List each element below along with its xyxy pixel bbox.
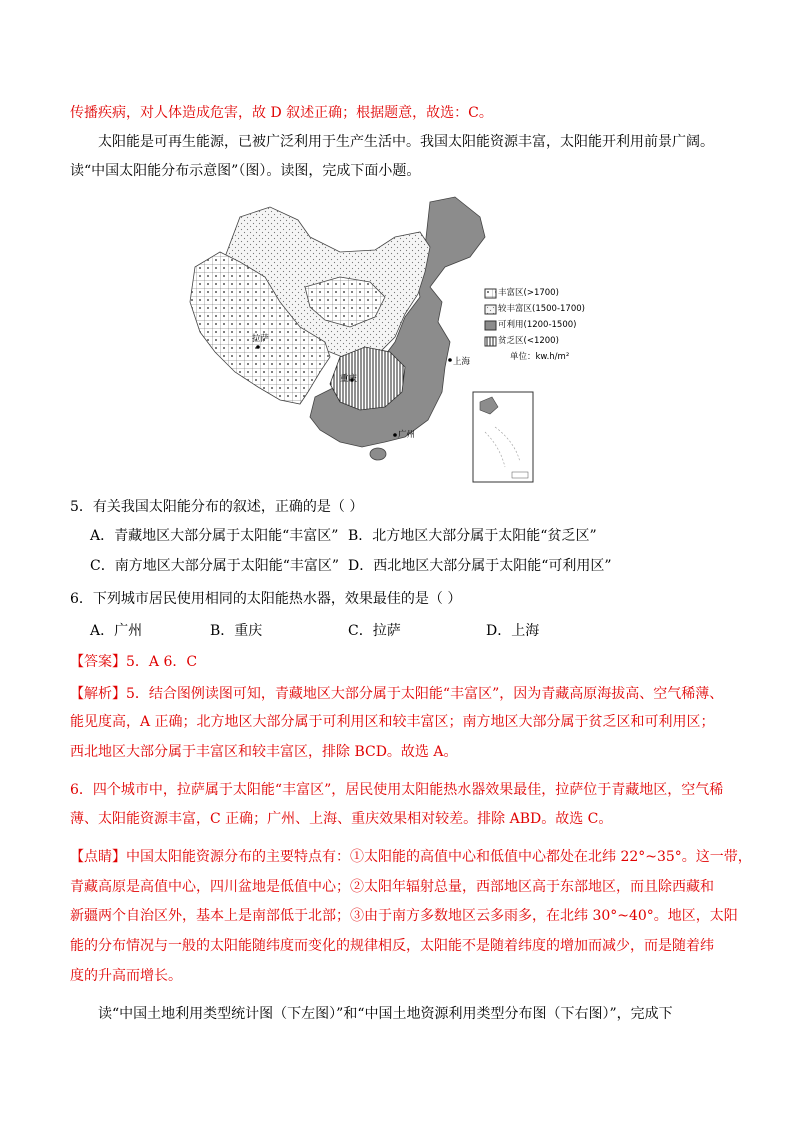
tip-line-2: 青藏高原是高值中心，四川盆地是低值中心；②太阳年辐射总量，西部地区高于东部地区，而且除西藏和: [70, 879, 714, 895]
tip-line-3: 新疆两个自治区外，基本上是南部低于北部；③由于南方多数地区云多雨多，在北纬 30°~40°。地区，太阳: [70, 908, 738, 924]
legend-poor: 贫乏区(<1200): [498, 336, 559, 346]
analysis-line-5: 薄、太阳能资源丰富，C 正确；广州、上海、重庆效果相对较差。排除 ABD。故选 C。: [70, 811, 613, 827]
question-5-option-a: A．青藏地区大部分属于太阳能“丰富区”: [90, 528, 339, 544]
question-6-stem: 6．下列城市居民使用相同的太阳能热水器，效果最佳的是（ ）: [70, 591, 462, 607]
label-shanghai: 上海: [453, 357, 471, 367]
next-question-intro: 读“中国土地利用类型统计图（下左图）”和“中国土地资源利用类型分布图（下右图）”，完成下: [98, 1006, 673, 1022]
label-guangzhou: 广州: [398, 430, 416, 440]
intro-paragraph-line-2: 读“中国太阳能分布示意图”（图）。读图，完成下面小题。: [70, 163, 421, 179]
question-5-option-c: C．南方地区大部分属于太阳能“丰富区”: [90, 558, 340, 574]
legend-fairly-rich: 较丰富区(1500-1700): [498, 304, 585, 314]
analysis-line-2: 能见度高，A 正确；北方地区大部分属于可利用区和较丰富区；南方地区大部分属于贫乏区和可利用区；: [70, 714, 715, 730]
question-6-option-c: C．拉萨: [348, 623, 401, 639]
label-lhasa: 拉萨: [252, 334, 270, 344]
question-6-option-d: D．上海: [486, 623, 540, 639]
hainan-island: [370, 448, 386, 460]
china-solar-distribution-map: [180, 192, 585, 492]
tip-line-5: 度的升高而增长。: [70, 968, 182, 984]
legend-rich: 丰富区(>1700): [498, 288, 559, 298]
question-6-option-a: A．广州: [90, 623, 143, 639]
tip-line-4: 能的分布情况与一般的太阳能随纬度而变化的规律相反，太阳能不是随着纬度的增加而减少，而是随着纬: [70, 938, 714, 954]
question-5-stem: 5．有关我国太阳能分布的叙述，正确的是（ ）: [70, 499, 364, 515]
label-chongqing: 重庆: [340, 374, 358, 384]
legend-unit: 单位：kw.h/m²: [510, 352, 570, 362]
answer-line: 【答案】5．A 6．C: [70, 654, 198, 670]
analysis-line-4: 6．四个城市中，拉萨属于太阳能“丰富区”，居民使用太阳能热水器效果最佳，拉萨位于青藏地区，空气稀: [70, 782, 724, 798]
analysis-line-1: 【解析】5．结合图例读图可知，青藏地区大部分属于太阳能“丰富区”，因为青藏高原海拔高、空气稀薄、: [70, 686, 724, 702]
tip-line-1: 【点睛】中国太阳能资源分布的主要特点有：①太阳能的高值中心和低值中心都处在北纬 22°~35°。这一带，: [70, 849, 752, 865]
analysis-line-3: 西北地区大部分属于丰富区和较丰富区，排除 BCD。故选 A。: [70, 744, 458, 760]
question-5-option-b: B．北方地区大部分属于太阳能“贫乏区”: [348, 528, 597, 544]
question-5-option-d: D．西北地区大部分属于太阳能“可利用区”: [348, 558, 612, 574]
previous-answer-tail: 传播疾病，对人体造成危害，故 D 叙述正确；根据题意，故选：C。: [70, 105, 493, 121]
question-6-option-b: B．重庆: [210, 623, 263, 639]
intro-paragraph-line-1: 太阳能是可再生能源，已被广泛利用于生产生活中。我国太阳能资源丰富，太阳能开利用前景广阔。: [98, 134, 714, 150]
legend-usable: 可利用(1200-1500): [498, 320, 577, 330]
